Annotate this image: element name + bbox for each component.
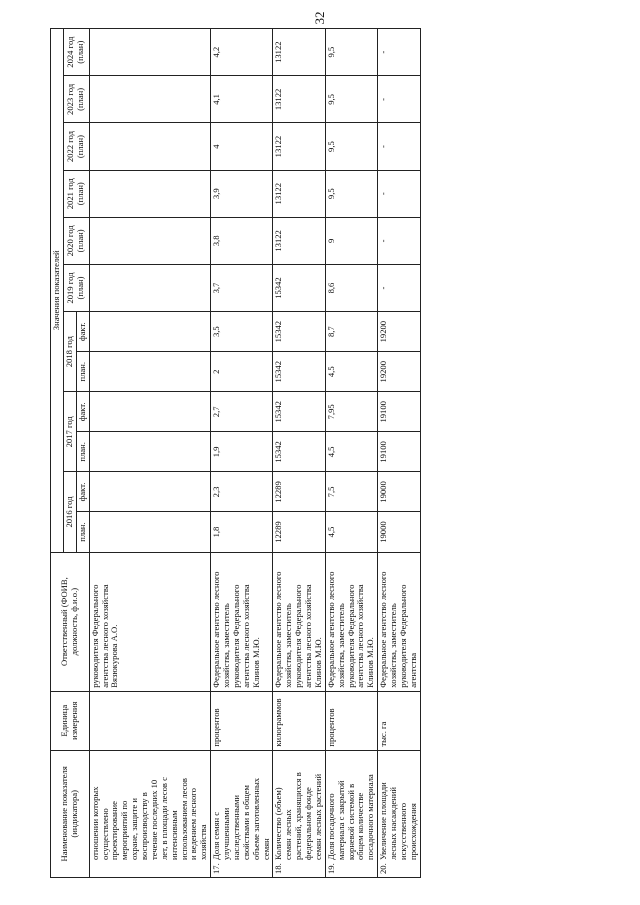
table-row bbox=[273, 29, 325, 878]
value-cell: 3,5 bbox=[211, 312, 273, 352]
value-cell: - bbox=[378, 264, 421, 311]
value-cell bbox=[89, 217, 211, 264]
header-2023: 2023 год (план) bbox=[63, 76, 89, 123]
unit-cell: процентов bbox=[211, 691, 273, 750]
table-body bbox=[89, 29, 420, 878]
unit-cell: тыс. га bbox=[378, 691, 421, 750]
value-cell: 13122 bbox=[273, 217, 325, 264]
header-2017: 2017 год bbox=[63, 392, 76, 472]
header-fact: факт. bbox=[76, 392, 89, 432]
value-cell bbox=[89, 312, 211, 352]
header-2019: 2019 год (план) bbox=[63, 264, 89, 311]
row-index: 18. bbox=[273, 863, 284, 874]
header-name: Наименование показателя (индикатора) bbox=[51, 750, 90, 877]
header-unit: Единица измерения bbox=[51, 691, 90, 750]
value-cell: 4,1 bbox=[211, 76, 273, 123]
value-cell: 7,95 bbox=[325, 392, 377, 432]
value-cell: - bbox=[378, 29, 421, 76]
value-cell bbox=[89, 512, 211, 552]
value-cell: 9,5 bbox=[325, 123, 377, 170]
indicator-name-cell bbox=[378, 750, 421, 877]
indicator-name-cell bbox=[211, 750, 273, 877]
value-cell bbox=[89, 392, 211, 432]
unit-cell: процентов bbox=[325, 691, 377, 750]
indicator-name: отношении которых осуществлено проектирование мероприятий по охране, защите и воспроизводству в течение последних 10 лет, в площади лесов с интенсивным использованием лесов и ведением лесного хозяйства bbox=[89, 777, 209, 860]
header-fact: факт. bbox=[76, 472, 89, 512]
indicator-name: Увеличение площади лесных насаждений искусственного происхождения bbox=[378, 782, 418, 860]
value-cell: 19100 bbox=[378, 432, 421, 472]
value-cell: 4 bbox=[211, 123, 273, 170]
header-2021: 2021 год (план) bbox=[63, 170, 89, 217]
indicator-name: Количество (объем) семян лесных растений, хранящихся в федеральном фонде семян лесных растений bbox=[273, 772, 323, 860]
header-2018: 2018 год bbox=[63, 312, 76, 392]
value-cell: 7,5 bbox=[325, 472, 377, 512]
value-cell: 15342 bbox=[273, 352, 325, 392]
value-cell: 4,5 bbox=[325, 432, 377, 472]
page-number: 32 bbox=[312, 11, 327, 25]
value-cell: 8,6 bbox=[325, 264, 377, 311]
value-cell: 15342 bbox=[273, 432, 325, 472]
value-cell: 19000 bbox=[378, 512, 421, 552]
value-cell: - bbox=[378, 217, 421, 264]
header-values: Значения показателей bbox=[51, 29, 64, 553]
value-cell: 15342 bbox=[273, 264, 325, 311]
value-cell: 3,8 bbox=[211, 217, 273, 264]
value-cell bbox=[89, 432, 211, 472]
value-cell: 13122 bbox=[273, 29, 325, 76]
table-row bbox=[325, 29, 377, 878]
value-cell: 1,8 bbox=[211, 512, 273, 552]
value-cell: 15342 bbox=[273, 392, 325, 432]
value-cell: 2 bbox=[211, 352, 273, 392]
value-cell bbox=[89, 472, 211, 512]
value-cell: 3,9 bbox=[211, 170, 273, 217]
responsible-cell: Федеральное агентство лесного хозяйства, заместитель руководителя Федерального агентства лесного хозяйства Клинов М.Ю. bbox=[325, 552, 377, 691]
value-cell: 4,5 bbox=[325, 352, 377, 392]
header-responsible: Ответственный (ФОИВ, должность, ф.и.о.) bbox=[51, 552, 90, 691]
indicator-name-cell bbox=[273, 750, 325, 877]
value-cell: - bbox=[378, 123, 421, 170]
value-cell: 8,7 bbox=[325, 312, 377, 352]
table-row bbox=[211, 29, 273, 878]
header-fact: факт. bbox=[76, 312, 89, 352]
value-cell: 3,7 bbox=[211, 264, 273, 311]
header-2022: 2022 год (план) bbox=[63, 123, 89, 170]
indicator-name-cell bbox=[89, 750, 211, 877]
row-index: 20. bbox=[378, 863, 389, 874]
table-row bbox=[89, 29, 211, 878]
unit-cell bbox=[89, 691, 211, 750]
value-cell: 9,5 bbox=[325, 29, 377, 76]
value-cell: 19200 bbox=[378, 352, 421, 392]
header-2020: 2020 год (план) bbox=[63, 217, 89, 264]
value-cell: 15342 bbox=[273, 312, 325, 352]
value-cell bbox=[89, 352, 211, 392]
header-2016: 2016 год bbox=[63, 472, 76, 552]
value-cell: 2,3 bbox=[211, 472, 273, 512]
responsible-cell: Федеральное агентство лесного хозяйства, заместитель руководителя Федерального агентства лесного хозяйства Клинов М.Ю. bbox=[211, 552, 273, 691]
header-plan: план. bbox=[76, 352, 89, 392]
value-cell: - bbox=[378, 170, 421, 217]
indicator-name: Доля посадочного материала с закрытой корневой системой в общем количестве посадочного материала bbox=[325, 774, 376, 860]
table-row bbox=[378, 29, 421, 878]
value-cell: 9,5 bbox=[325, 76, 377, 123]
header-plan: план. bbox=[76, 512, 89, 552]
value-cell: 4,5 bbox=[325, 512, 377, 552]
responsible-cell: руководителя Федерального агентства лесного хозяйства Вязюкурова А.О. bbox=[89, 552, 211, 691]
value-cell: 1,9 bbox=[211, 432, 273, 472]
value-cell: 12289 bbox=[273, 512, 325, 552]
responsible-cell: Федеральное агентство лесного хозяйства, заместитель руководителя Федерального агентства лесного хозяйства Клинов М.Ю. bbox=[273, 552, 325, 691]
header-2024: 2024 год (план) bbox=[63, 29, 89, 76]
indicators-table bbox=[50, 28, 421, 878]
value-cell bbox=[89, 170, 211, 217]
responsible-cell: Федеральное агентство лесного хозяйства, заместитель руководителя Федерального агентства bbox=[378, 552, 421, 691]
value-cell: 19100 bbox=[378, 392, 421, 432]
value-cell bbox=[89, 123, 211, 170]
row-index: 19. bbox=[325, 863, 336, 874]
value-cell: 9,5 bbox=[325, 170, 377, 217]
value-cell: 19200 bbox=[378, 312, 421, 352]
value-cell: 4,2 bbox=[211, 29, 273, 76]
value-cell: 19000 bbox=[378, 472, 421, 512]
value-cell: 13122 bbox=[273, 123, 325, 170]
value-cell bbox=[89, 264, 211, 311]
value-cell bbox=[89, 76, 211, 123]
rotated-table-container bbox=[50, 28, 570, 878]
value-cell: - bbox=[378, 76, 421, 123]
value-cell bbox=[89, 29, 211, 76]
indicator-name-cell bbox=[325, 750, 377, 877]
value-cell: 12289 bbox=[273, 472, 325, 512]
header-plan: план. bbox=[76, 432, 89, 472]
indicator-name: Доля семян с улучшенными наследственными свойствами в общем объеме заготовленных семян bbox=[211, 777, 271, 860]
row-index: 17. bbox=[211, 863, 222, 874]
value-cell: 2,7 bbox=[211, 392, 273, 432]
value-cell: 9 bbox=[325, 217, 377, 264]
value-cell: 13122 bbox=[273, 170, 325, 217]
unit-cell: килограммов bbox=[273, 691, 325, 750]
value-cell: 13122 bbox=[273, 76, 325, 123]
